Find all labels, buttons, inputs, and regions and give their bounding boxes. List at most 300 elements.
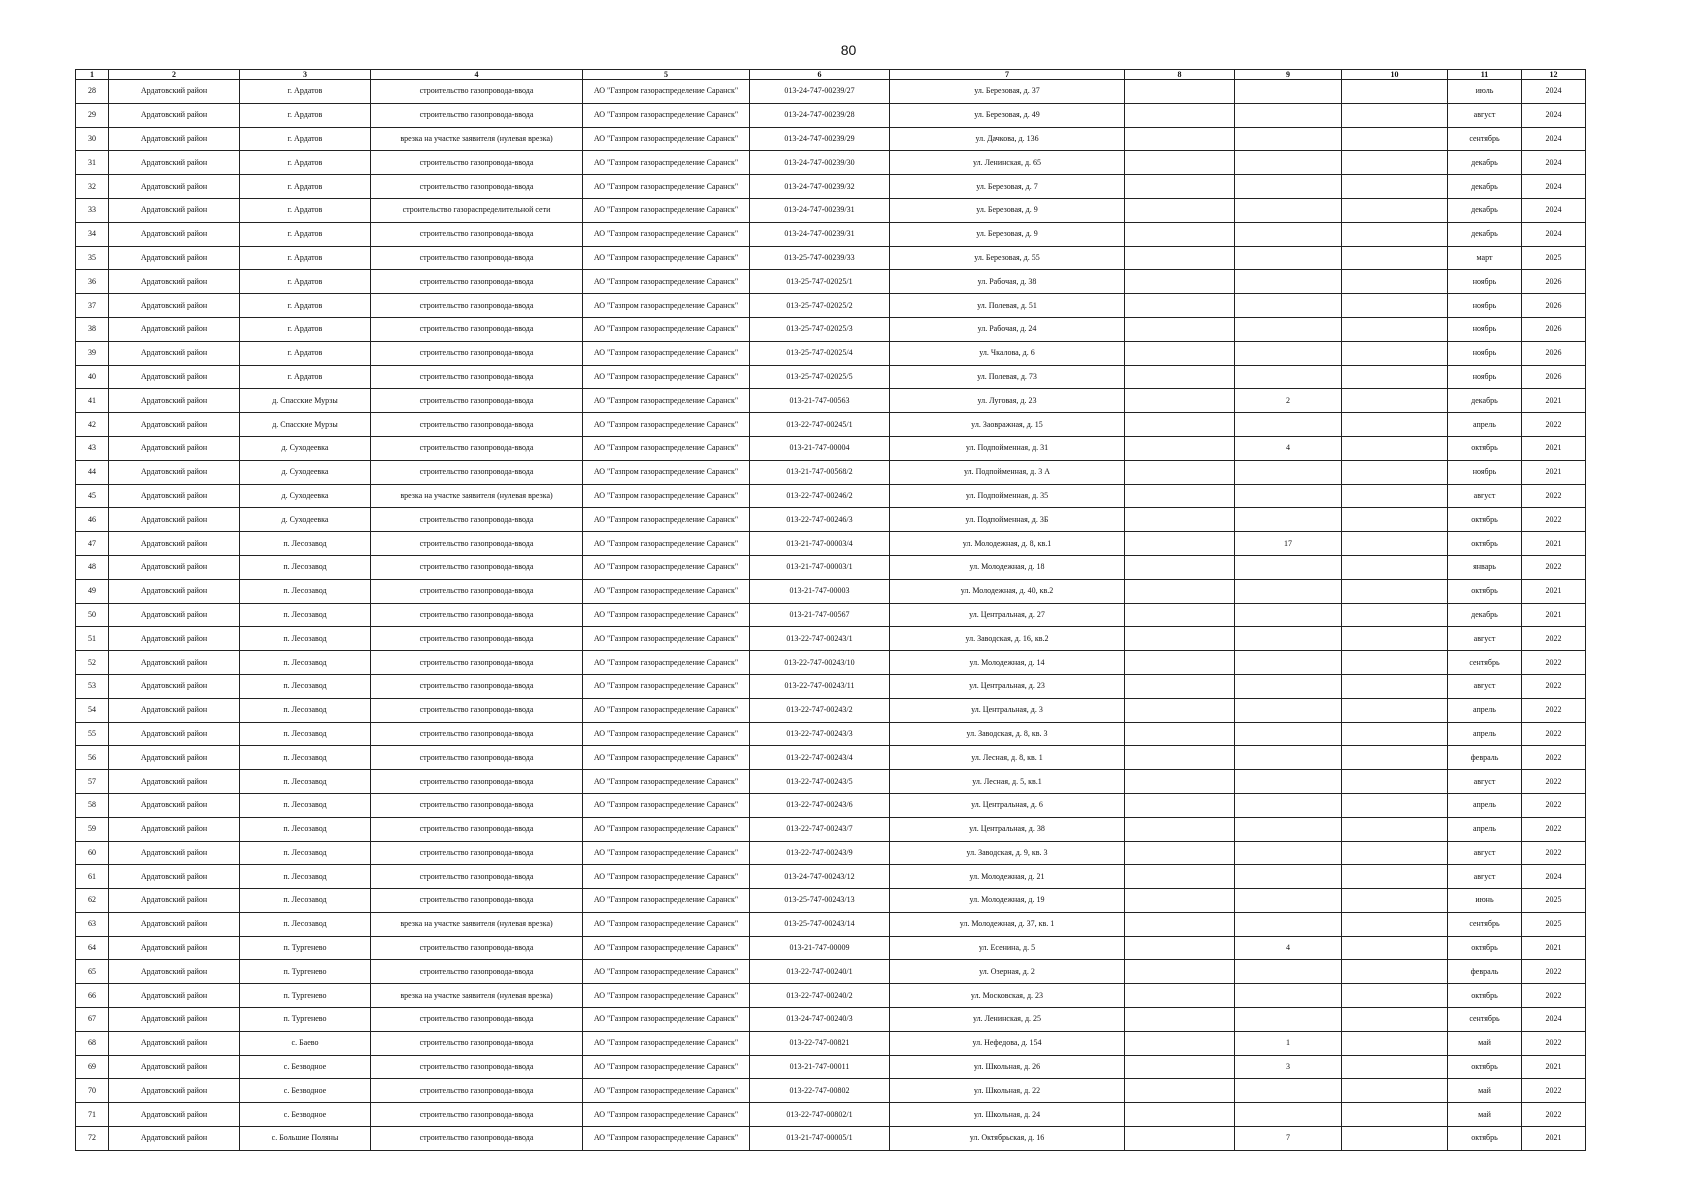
table-cell-col-11: август <box>1448 627 1522 651</box>
table-cell-col-10 <box>1342 413 1448 437</box>
table-cell-col-12: 2021 <box>1522 460 1586 484</box>
table-cell-col-12: 2025 <box>1522 912 1586 936</box>
table-cell-col-5: АО "Газпром газораспределение Саранск" <box>583 698 750 722</box>
table-cell-col-8 <box>1125 627 1235 651</box>
table-cell-col-6: 013-25-747-00243/14 <box>750 912 890 936</box>
table-cell-col-5: АО "Газпром газораспределение Саранск" <box>583 532 750 556</box>
table-cell-col-8 <box>1125 603 1235 627</box>
table-cell-col-12: 2024 <box>1522 865 1586 889</box>
table-cell-col-6: 013-21-747-00563 <box>750 389 890 413</box>
column-header-11: 11 <box>1448 70 1522 80</box>
table-cell-col-2: Ардатовский район <box>109 889 240 913</box>
table-cell-col-6: 013-21-747-00567 <box>750 603 890 627</box>
table-cell-col-6: 013-25-747-02025/2 <box>750 294 890 318</box>
table-cell-col-2: Ардатовский район <box>109 1055 240 1079</box>
table-cell-col-1: 34 <box>76 222 109 246</box>
table-cell-col-3: г. Ардатов <box>240 365 371 389</box>
table-cell-col-1: 31 <box>76 151 109 175</box>
table-cell-col-7: ул. Центральная, д. 23 <box>890 674 1125 698</box>
table-cell-col-7: ул. Березовая, д. 9 <box>890 222 1125 246</box>
table-cell-col-8 <box>1125 889 1235 913</box>
table-cell-col-9: 4 <box>1235 936 1342 960</box>
table-cell-col-9 <box>1235 484 1342 508</box>
table-cell-col-1: 42 <box>76 413 109 437</box>
table-cell-col-12: 2026 <box>1522 365 1586 389</box>
table-cell-col-7: ул. Березовая, д. 37 <box>890 80 1125 104</box>
table-cell-col-6: 013-21-747-00003/4 <box>750 532 890 556</box>
table-cell-col-12: 2022 <box>1522 1079 1586 1103</box>
table-cell-col-3: г. Ардатов <box>240 341 371 365</box>
table-cell-col-4: строительство газопровода-ввода <box>371 960 583 984</box>
table-cell-col-12: 2026 <box>1522 317 1586 341</box>
table-cell-col-7: ул. Березовая, д. 49 <box>890 103 1125 127</box>
table-row <box>76 270 1586 294</box>
table-cell-col-4: строительство газопровода-ввода <box>371 746 583 770</box>
table-cell-col-9 <box>1235 722 1342 746</box>
column-header-12: 12 <box>1522 70 1586 80</box>
table-cell-col-8 <box>1125 984 1235 1008</box>
table-cell-col-11: август <box>1448 865 1522 889</box>
table-cell-col-7: ул. Полевая, д. 51 <box>890 294 1125 318</box>
table-cell-col-1: 33 <box>76 198 109 222</box>
table-cell-col-4: строительство газопровода-ввода <box>371 555 583 579</box>
table-cell-col-12: 2021 <box>1522 532 1586 556</box>
table-cell-col-5: АО "Газпром газораспределение Саранск" <box>583 127 750 151</box>
table-cell-col-4: строительство газопровода-ввода <box>371 413 583 437</box>
table-row <box>76 1127 1586 1151</box>
table-cell-col-8 <box>1125 270 1235 294</box>
table-cell-col-9: 3 <box>1235 1055 1342 1079</box>
table-cell-col-12: 2022 <box>1522 1103 1586 1127</box>
table-cell-col-9 <box>1235 793 1342 817</box>
table-cell-col-6: 013-24-747-00239/31 <box>750 222 890 246</box>
table-cell-col-11: декабрь <box>1448 389 1522 413</box>
table-cell-col-7: ул. Лесная, д. 5, кв.1 <box>890 770 1125 794</box>
table-cell-col-8 <box>1125 1008 1235 1032</box>
table-cell-col-5: АО "Газпром газораспределение Саранск" <box>583 984 750 1008</box>
table-cell-col-3: д. Спасские Мурзы <box>240 413 371 437</box>
table-row <box>76 341 1586 365</box>
table-cell-col-2: Ардатовский район <box>109 80 240 104</box>
table-cell-col-9 <box>1235 841 1342 865</box>
table-cell-col-11: август <box>1448 103 1522 127</box>
table-cell-col-3: п. Тургенево <box>240 960 371 984</box>
table-cell-col-7: ул. Заводская, д. 16, кв.2 <box>890 627 1125 651</box>
table-cell-col-10 <box>1342 1079 1448 1103</box>
table-cell-col-3: с. Баево <box>240 1031 371 1055</box>
table-cell-col-5: АО "Газпром газораспределение Саранск" <box>583 270 750 294</box>
table-cell-col-8 <box>1125 175 1235 199</box>
table-cell-col-8 <box>1125 1055 1235 1079</box>
table-cell-col-10 <box>1342 175 1448 199</box>
table-cell-col-5: АО "Газпром газораспределение Саранск" <box>583 770 750 794</box>
table-cell-col-1: 29 <box>76 103 109 127</box>
table-cell-col-9 <box>1235 1103 1342 1127</box>
table-cell-col-3: п. Лесозавод <box>240 841 371 865</box>
table-row <box>76 389 1586 413</box>
table-cell-col-9 <box>1235 317 1342 341</box>
table-cell-col-8 <box>1125 127 1235 151</box>
table-cell-col-7: ул. Заводская, д. 9, кв. 3 <box>890 841 1125 865</box>
table-body <box>76 80 1586 1151</box>
table-cell-col-10 <box>1342 341 1448 365</box>
table-cell-col-4: врезка на участке заявителя (нулевая врезка) <box>371 984 583 1008</box>
table-row <box>76 817 1586 841</box>
table-cell-col-11: октябрь <box>1448 984 1522 1008</box>
table-cell-col-5: АО "Газпром газораспределение Саранск" <box>583 103 750 127</box>
table-cell-col-2: Ардатовский район <box>109 1103 240 1127</box>
table-cell-col-10 <box>1342 365 1448 389</box>
table-cell-col-3: г. Ардатов <box>240 127 371 151</box>
table-cell-col-10 <box>1342 151 1448 175</box>
table-cell-col-12: 2022 <box>1522 746 1586 770</box>
table-cell-col-7: ул. Рабочая, д. 24 <box>890 317 1125 341</box>
table-cell-col-1: 72 <box>76 1127 109 1151</box>
table-cell-col-4: строительство газопровода-ввода <box>371 1127 583 1151</box>
table-cell-col-8 <box>1125 389 1235 413</box>
table-cell-col-11: август <box>1448 841 1522 865</box>
column-header-3: 3 <box>240 70 371 80</box>
table-cell-col-5: АО "Газпром газораспределение Саранск" <box>583 603 750 627</box>
table-cell-col-12: 2021 <box>1522 936 1586 960</box>
table-cell-col-2: Ардатовский район <box>109 603 240 627</box>
table-cell-col-3: п. Лесозавод <box>240 793 371 817</box>
table-cell-col-8 <box>1125 912 1235 936</box>
table-cell-col-3: с. Безводное <box>240 1103 371 1127</box>
table-cell-col-9 <box>1235 341 1342 365</box>
table-cell-col-2: Ардатовский район <box>109 770 240 794</box>
table-cell-col-8 <box>1125 722 1235 746</box>
table-cell-col-2: Ардатовский район <box>109 198 240 222</box>
table-cell-col-7: ул. Школьная, д. 24 <box>890 1103 1125 1127</box>
table-cell-col-1: 28 <box>76 80 109 104</box>
table-cell-col-12: 2024 <box>1522 80 1586 104</box>
table-cell-col-1: 56 <box>76 746 109 770</box>
table-cell-col-8 <box>1125 1127 1235 1151</box>
table-cell-col-1: 38 <box>76 317 109 341</box>
table-cell-col-11: февраль <box>1448 960 1522 984</box>
table-cell-col-10 <box>1342 865 1448 889</box>
table-cell-col-6: 013-21-747-00568/2 <box>750 460 890 484</box>
table-cell-col-10 <box>1342 532 1448 556</box>
table-cell-col-6: 013-24-747-00239/29 <box>750 127 890 151</box>
table-cell-col-4: строительство газопровода-ввода <box>371 175 583 199</box>
table-cell-col-1: 67 <box>76 1008 109 1032</box>
table-cell-col-2: Ардатовский район <box>109 698 240 722</box>
table-row <box>76 460 1586 484</box>
table-cell-col-12: 2022 <box>1522 841 1586 865</box>
table-cell-col-4: строительство газопровода-ввода <box>371 270 583 294</box>
table-cell-col-12: 2022 <box>1522 484 1586 508</box>
table-cell-col-4: строительство газопровода-ввода <box>371 246 583 270</box>
table-cell-col-1: 62 <box>76 889 109 913</box>
table-cell-col-8 <box>1125 555 1235 579</box>
table-cell-col-5: АО "Газпром газораспределение Саранск" <box>583 722 750 746</box>
table-cell-col-8 <box>1125 1031 1235 1055</box>
table-cell-col-2: Ардатовский район <box>109 294 240 318</box>
table-cell-col-11: май <box>1448 1031 1522 1055</box>
table-cell-col-2: Ардатовский район <box>109 841 240 865</box>
table-cell-col-3: д. Суходеевка <box>240 484 371 508</box>
table-cell-col-4: строительство газопровода-ввода <box>371 770 583 794</box>
table-cell-col-8 <box>1125 698 1235 722</box>
table-cell-col-7: ул. Березовая, д. 7 <box>890 175 1125 199</box>
table-cell-col-2: Ардатовский район <box>109 151 240 175</box>
table-cell-col-7: ул. Луговая, д. 23 <box>890 389 1125 413</box>
table-cell-col-6: 013-22-747-00243/10 <box>750 651 890 675</box>
table-cell-col-7: ул. Центральная, д. 6 <box>890 793 1125 817</box>
table-cell-col-6: 013-22-747-00802/1 <box>750 1103 890 1127</box>
table-cell-col-5: АО "Газпром газораспределение Саранск" <box>583 1031 750 1055</box>
column-header-9: 9 <box>1235 70 1342 80</box>
table-cell-col-5: АО "Газпром газораспределение Саранск" <box>583 555 750 579</box>
table-cell-col-7: ул. Полевая, д. 73 <box>890 365 1125 389</box>
table-cell-col-2: Ардатовский район <box>109 246 240 270</box>
table-cell-col-10 <box>1342 889 1448 913</box>
table-cell-col-11: декабрь <box>1448 603 1522 627</box>
table-cell-col-6: 013-21-747-00011 <box>750 1055 890 1079</box>
table-cell-col-12: 2022 <box>1522 960 1586 984</box>
table-cell-col-7: ул. Заводская, д. 8, кв. 3 <box>890 722 1125 746</box>
column-header-2: 2 <box>109 70 240 80</box>
table-row <box>76 222 1586 246</box>
table-cell-col-6: 013-24-747-00239/31 <box>750 198 890 222</box>
column-header-4: 4 <box>371 70 583 80</box>
table-cell-col-8 <box>1125 436 1235 460</box>
table-row <box>76 508 1586 532</box>
table-cell-col-9 <box>1235 222 1342 246</box>
table-cell-col-10 <box>1342 436 1448 460</box>
table-cell-col-4: строительство газопровода-ввода <box>371 103 583 127</box>
table-cell-col-11: ноябрь <box>1448 365 1522 389</box>
table-cell-col-7: ул. Молодежная, д. 14 <box>890 651 1125 675</box>
table-cell-col-3: п. Лесозавод <box>240 555 371 579</box>
table-cell-col-9 <box>1235 460 1342 484</box>
table-cell-col-9 <box>1235 746 1342 770</box>
table-cell-col-10 <box>1342 80 1448 104</box>
table-cell-col-3: п. Тургенево <box>240 1008 371 1032</box>
table-cell-col-12: 2022 <box>1522 984 1586 1008</box>
table-cell-col-8 <box>1125 365 1235 389</box>
table-cell-col-2: Ардатовский район <box>109 436 240 460</box>
table-cell-col-7: ул. Центральная, д. 27 <box>890 603 1125 627</box>
table-cell-col-7: ул. Заовражная, д. 15 <box>890 413 1125 437</box>
table-cell-col-1: 70 <box>76 1079 109 1103</box>
table-cell-col-12: 2026 <box>1522 270 1586 294</box>
table-cell-col-4: строительство газопровода-ввода <box>371 603 583 627</box>
table-cell-col-9: 4 <box>1235 436 1342 460</box>
table-cell-col-11: апрель <box>1448 817 1522 841</box>
table-cell-col-11: ноябрь <box>1448 294 1522 318</box>
table-cell-col-11: август <box>1448 770 1522 794</box>
table-cell-col-10 <box>1342 770 1448 794</box>
table-row <box>76 579 1586 603</box>
table-cell-col-5: АО "Газпром газораспределение Саранск" <box>583 175 750 199</box>
table-cell-col-6: 013-24-747-00240/3 <box>750 1008 890 1032</box>
table-cell-col-12: 2022 <box>1522 770 1586 794</box>
table-cell-col-12: 2022 <box>1522 627 1586 651</box>
table-cell-col-7: ул. Есенина, д. 5 <box>890 936 1125 960</box>
table-row <box>76 722 1586 746</box>
column-header-8: 8 <box>1125 70 1235 80</box>
table-cell-col-11: апрель <box>1448 722 1522 746</box>
table-cell-col-5: АО "Газпром газораспределение Саранск" <box>583 460 750 484</box>
table-cell-col-7: ул. Ленинская, д. 25 <box>890 1008 1125 1032</box>
table-cell-col-7: ул. Молодежная, д. 37, кв. 1 <box>890 912 1125 936</box>
table-cell-col-1: 53 <box>76 674 109 698</box>
table-cell-col-10 <box>1342 984 1448 1008</box>
table-cell-col-5: АО "Газпром газораспределение Саранск" <box>583 151 750 175</box>
table-cell-col-6: 013-25-747-02025/1 <box>750 270 890 294</box>
table-cell-col-6: 013-21-747-00003/1 <box>750 555 890 579</box>
table-cell-col-7: ул. Молодежная, д. 8, кв.1 <box>890 532 1125 556</box>
table-cell-col-11: август <box>1448 674 1522 698</box>
table-cell-col-8 <box>1125 960 1235 984</box>
table-cell-col-7: ул. Школьная, д. 22 <box>890 1079 1125 1103</box>
table-row <box>76 246 1586 270</box>
table-cell-col-5: АО "Газпром газораспределение Саранск" <box>583 1079 750 1103</box>
table-cell-col-3: г. Ардатов <box>240 103 371 127</box>
table-row <box>76 532 1586 556</box>
table-cell-col-11: декабрь <box>1448 198 1522 222</box>
table-cell-col-12: 2021 <box>1522 1127 1586 1151</box>
table-cell-col-8 <box>1125 579 1235 603</box>
table-cell-col-1: 71 <box>76 1103 109 1127</box>
table-cell-col-3: п. Тургенево <box>240 984 371 1008</box>
table-cell-col-8 <box>1125 770 1235 794</box>
table-cell-col-3: с. Безводное <box>240 1055 371 1079</box>
table-cell-col-12: 2025 <box>1522 889 1586 913</box>
table-cell-col-6: 013-24-747-00239/28 <box>750 103 890 127</box>
table-cell-col-5: АО "Газпром газораспределение Саранск" <box>583 865 750 889</box>
table-cell-col-1: 48 <box>76 555 109 579</box>
table-cell-col-12: 2024 <box>1522 151 1586 175</box>
table-cell-col-1: 35 <box>76 246 109 270</box>
table-cell-col-1: 49 <box>76 579 109 603</box>
column-header-6: 6 <box>750 70 890 80</box>
table-cell-col-9 <box>1235 865 1342 889</box>
table-cell-col-4: строительство газопровода-ввода <box>371 1079 583 1103</box>
table-cell-col-3: г. Ардатов <box>240 317 371 341</box>
table-row <box>76 1008 1586 1032</box>
table-cell-col-6: 013-25-747-00239/33 <box>750 246 890 270</box>
table-cell-col-7: ул. Молодежная, д. 40, кв.2 <box>890 579 1125 603</box>
table-cell-col-9 <box>1235 198 1342 222</box>
table-row <box>76 698 1586 722</box>
table-cell-col-3: п. Лесозавод <box>240 603 371 627</box>
table-cell-col-4: строительство газопровода-ввода <box>371 579 583 603</box>
table-cell-col-11: декабрь <box>1448 151 1522 175</box>
table-cell-col-7: ул. Рабочая, д. 38 <box>890 270 1125 294</box>
column-header-10: 10 <box>1342 70 1448 80</box>
table-cell-col-2: Ардатовский район <box>109 746 240 770</box>
table-cell-col-3: п. Лесозавод <box>240 746 371 770</box>
table-cell-col-10 <box>1342 484 1448 508</box>
table-cell-col-11: октябрь <box>1448 532 1522 556</box>
table-cell-col-5: АО "Газпром газораспределение Саранск" <box>583 579 750 603</box>
table-cell-col-3: п. Лесозавод <box>240 698 371 722</box>
table-cell-col-8 <box>1125 484 1235 508</box>
table-cell-col-9: 1 <box>1235 1031 1342 1055</box>
table-cell-col-7: ул. Подпойменная, д. 3Б <box>890 508 1125 532</box>
table-cell-col-2: Ардатовский район <box>109 936 240 960</box>
table-cell-col-11: ноябрь <box>1448 341 1522 365</box>
table-cell-col-5: АО "Газпром газораспределение Саранск" <box>583 960 750 984</box>
column-header-5: 5 <box>583 70 750 80</box>
table-cell-col-8 <box>1125 460 1235 484</box>
table-cell-col-8 <box>1125 222 1235 246</box>
table-row <box>76 127 1586 151</box>
table-cell-col-4: строительство газопровода-ввода <box>371 1031 583 1055</box>
table-row <box>76 960 1586 984</box>
table-cell-col-4: строительство газопровода-ввода <box>371 817 583 841</box>
table-cell-col-10 <box>1342 198 1448 222</box>
table-cell-col-5: АО "Газпром газораспределение Саранск" <box>583 294 750 318</box>
table-cell-col-2: Ардатовский район <box>109 127 240 151</box>
table-row <box>76 603 1586 627</box>
table-cell-col-8 <box>1125 341 1235 365</box>
table-row <box>76 793 1586 817</box>
table-cell-col-2: Ардатовский район <box>109 484 240 508</box>
table-cell-col-1: 60 <box>76 841 109 865</box>
table-cell-col-4: строительство газопровода-ввода <box>371 222 583 246</box>
table-cell-col-2: Ардатовский район <box>109 555 240 579</box>
column-header-1: 1 <box>76 70 109 80</box>
table-row <box>76 175 1586 199</box>
table-cell-col-10 <box>1342 294 1448 318</box>
table-cell-col-9 <box>1235 579 1342 603</box>
table-row <box>76 317 1586 341</box>
table-cell-col-11: май <box>1448 1103 1522 1127</box>
table-row <box>76 984 1586 1008</box>
table-cell-col-2: Ардатовский район <box>109 270 240 294</box>
table-cell-col-12: 2025 <box>1522 246 1586 270</box>
table-cell-col-8 <box>1125 294 1235 318</box>
table-cell-col-9 <box>1235 912 1342 936</box>
table-cell-col-9 <box>1235 80 1342 104</box>
table-cell-col-10 <box>1342 246 1448 270</box>
table-cell-col-10 <box>1342 746 1448 770</box>
table-cell-col-11: сентябрь <box>1448 912 1522 936</box>
table-cell-col-6: 013-25-747-02025/4 <box>750 341 890 365</box>
table-cell-col-5: АО "Газпром газораспределение Саранск" <box>583 1127 750 1151</box>
table-cell-col-10 <box>1342 960 1448 984</box>
table-row <box>76 1055 1586 1079</box>
table-cell-col-10 <box>1342 817 1448 841</box>
table-cell-col-1: 64 <box>76 936 109 960</box>
table-cell-col-12: 2021 <box>1522 436 1586 460</box>
table-cell-col-4: строительство газопровода-ввода <box>371 1055 583 1079</box>
table-cell-col-7: ул. Дачкова, д. 136 <box>890 127 1125 151</box>
table-cell-col-12: 2024 <box>1522 103 1586 127</box>
table-cell-col-5: АО "Газпром газораспределение Саранск" <box>583 436 750 460</box>
table-cell-col-9 <box>1235 1079 1342 1103</box>
table-cell-col-5: АО "Газпром газораспределение Саранск" <box>583 389 750 413</box>
table-cell-col-10 <box>1342 270 1448 294</box>
table-cell-col-2: Ардатовский район <box>109 460 240 484</box>
table-cell-col-6: 013-21-747-00003 <box>750 579 890 603</box>
table-cell-col-3: п. Лесозавод <box>240 817 371 841</box>
table-row <box>76 651 1586 675</box>
table-row <box>76 80 1586 104</box>
table-cell-col-2: Ардатовский район <box>109 817 240 841</box>
table-cell-col-9 <box>1235 175 1342 199</box>
table-cell-col-9 <box>1235 770 1342 794</box>
table-cell-col-7: ул. Октябрьская, д. 16 <box>890 1127 1125 1151</box>
table-cell-col-3: п. Лесозавод <box>240 770 371 794</box>
table-cell-col-2: Ардатовский район <box>109 960 240 984</box>
table-cell-col-11: ноябрь <box>1448 317 1522 341</box>
